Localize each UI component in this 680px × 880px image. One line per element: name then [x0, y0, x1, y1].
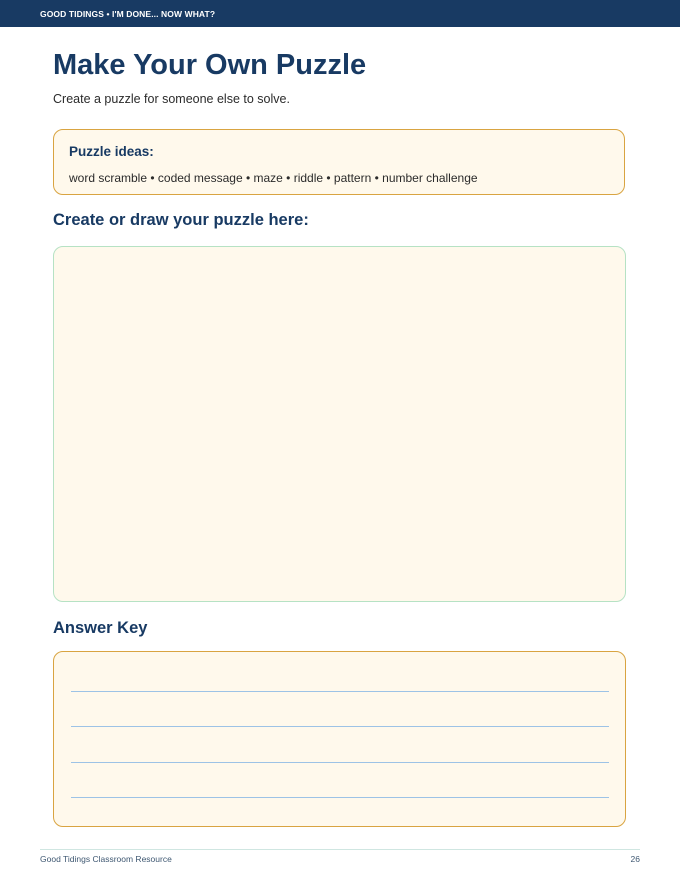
footer-divider	[40, 849, 640, 850]
answer-line[interactable]	[71, 797, 609, 798]
puzzle-ideas-box	[53, 129, 625, 195]
puzzle-ideas-heading: Puzzle ideas:	[69, 144, 154, 159]
page-number: 26	[630, 854, 640, 864]
answer-line[interactable]	[71, 691, 609, 692]
page-title: Make Your Own Puzzle	[53, 49, 367, 81]
page-subtitle: Create a puzzle for someone else to solve.	[53, 92, 290, 106]
answer-line[interactable]	[71, 726, 609, 727]
banner-text: GOOD TIDINGS • I'M DONE... NOW WHAT?	[40, 9, 216, 19]
footer-resource-label: Good Tidings Classroom Resource	[40, 854, 172, 864]
draw-section-heading: Create or draw your puzzle here:	[53, 211, 309, 229]
puzzle-drawing-area[interactable]	[53, 246, 626, 602]
answer-key-box[interactable]	[53, 651, 626, 827]
top-banner	[0, 0, 680, 27]
puzzle-ideas-list: word scramble • coded message • maze • riddle • pattern • number challenge	[69, 171, 478, 185]
answer-line[interactable]	[71, 762, 609, 763]
answer-key-heading: Answer Key	[53, 619, 148, 637]
